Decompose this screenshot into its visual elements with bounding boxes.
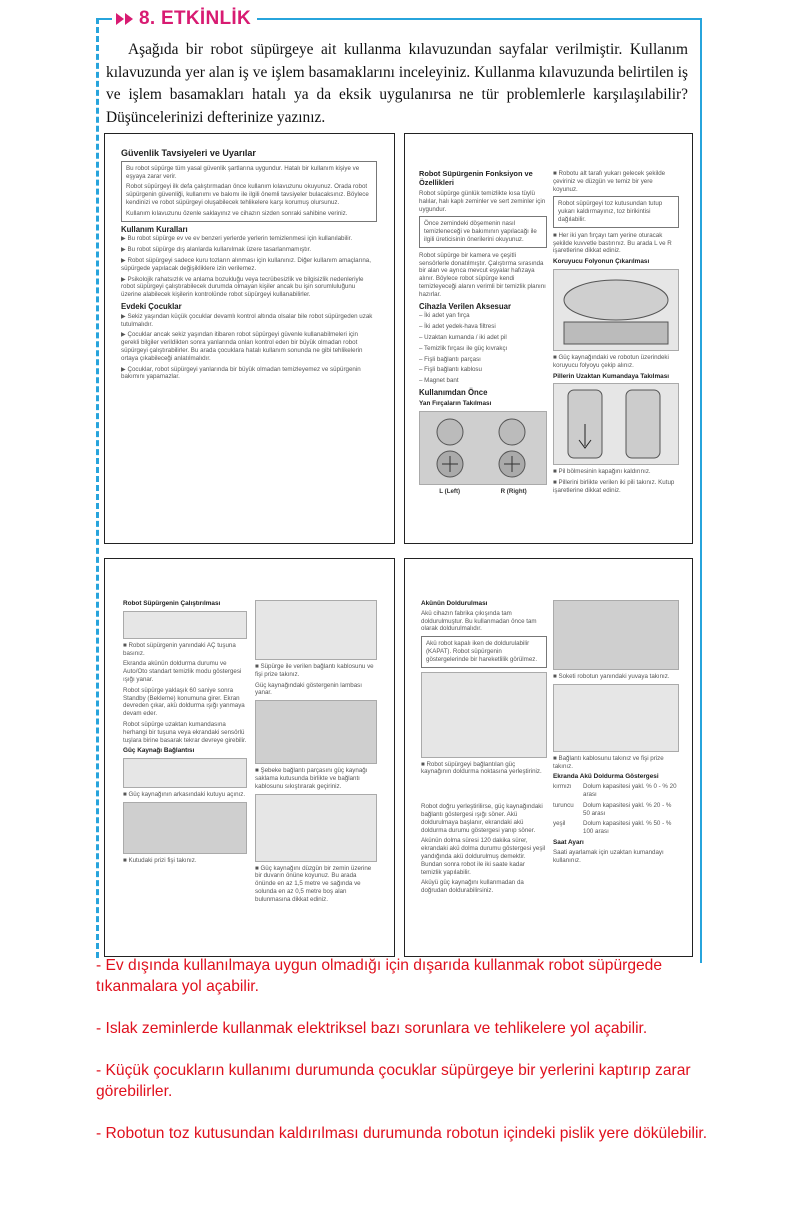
- power-supply-heading: Güç Kaynağı Bağlantısı: [123, 747, 195, 755]
- page3-text: Robot süpürge yaklaşık 60 saniye sonra Standby (Bekleme) konumuna girer. Ekran devreden çıkar, akü doldurma ışığı yanmaya devam eder.: [123, 686, 245, 718]
- page1-rule: ▶ Bu robot süpürge dış alanlarda kullanılmak üzere tasarlanmamıştır.: [121, 246, 312, 254]
- answer-item: - Küçük çocukların kullanımı durumunda çocuklar süpürgeye bir yerlerini kaptırıp zarar görebilirler.: [96, 1062, 691, 1100]
- answer-item: - Ev dışında kullanılmaya uygun olmadığı için dışarıda kullanmak robot süpürgede tıkanmalara yol açabilir.: [96, 957, 663, 995]
- manual-page-safety: [104, 133, 395, 544]
- power-box-figure: [123, 758, 247, 788]
- side-brush-illustration: [420, 412, 546, 484]
- cable-figure: [255, 600, 377, 660]
- page2-note-box: [419, 216, 547, 247]
- placement-figure: [255, 794, 377, 862]
- clock-heading: Saat Ayarı: [553, 838, 584, 846]
- page2-right-box: [553, 196, 679, 227]
- remote-heading: Pillerin Uzaktan Kumandaya Takılması: [553, 372, 670, 380]
- page2-left-column: [419, 170, 547, 495]
- double-arrow-icon: [116, 13, 133, 25]
- page1-box-text: Bu robot süpürge tüm yasal güvenlik şartlarına uygundur. Hatalı bir kullanım kişiye ve eşyaya zarar verir.: [126, 164, 360, 180]
- remote-battery-illustration: [554, 384, 678, 464]
- page3-right-text: ■ Güç kaynağını düzgün bir zemin üzerine bir duvarın önüne koyunuz. Bu arada önünde en az 1,5 metre ve sağında ve solunda en az 0,5 metre boş alan bulunmasına dikkat ediniz.: [255, 864, 372, 903]
- charge-color: turuncu: [553, 801, 574, 809]
- cable-plug-figure: [553, 684, 679, 752]
- answer-item: - Robotun toz kutusundan kaldırılması durumunda robotun içindeki pislik yere dökülebilir.: [96, 1125, 708, 1142]
- charge-desc: Dolum kapasitesi yakl. % 0 - % 20 arası: [583, 783, 677, 798]
- page3-left-column: [123, 597, 247, 868]
- page4-right-text: ■ Soketi robotun yanındaki yuvaya takınız.: [553, 673, 670, 680]
- power-button-figure: [123, 611, 247, 639]
- charge-table-row: [553, 820, 679, 836]
- page4-right-column: [553, 597, 679, 867]
- charge-color: kırmızı: [553, 783, 572, 791]
- page1-children-item: ▶ Çocuklar, robot süpürgeyi yanlarında bir büyük olmadan temizleyemez ve süpürgenin bakımını yapamazlar.: [121, 365, 361, 381]
- page1-content: [121, 150, 377, 384]
- page2-note-text: Önce zemindeki döşemenin nasıl temizleneceği ve bakımının yapılacağı ile ilgili üreticisinin önerilerini okuyunuz.: [424, 220, 537, 243]
- answers-block: [96, 955, 716, 1144]
- page4-spacer: [421, 779, 547, 803]
- page1-warning-box: [121, 161, 377, 222]
- page2-right-column: [553, 170, 679, 498]
- page4-text: ■ Robot süpürgeyi bağlantılan güç kaynağının doldurma noktasına yerleştiriniz.: [421, 760, 542, 776]
- docking-figure: [421, 672, 547, 758]
- brush-label-left: L (Left): [439, 487, 461, 495]
- foil-figure: [553, 269, 679, 351]
- page2-heading: Robot Süpürgenin Fonksiyon ve Özellikleri: [419, 169, 533, 187]
- frame-right-border: [700, 18, 702, 963]
- page3-heading: Robot Süpürgenin Çalıştırılması: [123, 600, 221, 607]
- page2-brushes-heading: Yan Fırçaların Takılması: [419, 399, 492, 407]
- page2-text: Robot süpürge bir kamera ve çeşitli sensörlerle donatılmıştır. Çalıştırma sırasında bir alan ve ayrıca mevcut eşyalar hafızaya alınır. Böylece robot süpürge kendi temizleyeceği alanın verimli bir temizlik planını hazırlar.: [419, 251, 546, 298]
- page3-text: ■ Güç kaynağının arkasındaki kutuyu açınız.: [123, 791, 246, 799]
- foil-heading: Koruyucu Folyonun Çıkarılması: [553, 258, 650, 266]
- accessory-item: – Temizlik fırçası ile güç kıvrakçı: [419, 344, 508, 352]
- activity-intro: Aşağıda bir robot süpürgeye ait kullanma kılavuzundan sayfalar verilmiştir. Kullanım kılavuzunda yer alan iş ve işlem basamaklarını inceleyiniz. Kullanma kılavuzunda belirtilen iş ve işlem basamakları hatalı ya da eksik uygulanırsa ne tür problemlerle karşılaşılabilir? Düşüncelerinizi defterinize yazınız.: [106, 41, 688, 127]
- charge-table-row: [553, 802, 679, 818]
- page3-text: ■ Kutudaki prizi fişi takınız.: [123, 856, 197, 864]
- remote-text: ■ Pillerini birlikte verilen iki pili takınız. Kutup işaretlerine dikkat ediniz.: [553, 479, 675, 494]
- page3-text: ■ Robot süpürgenin yanındaki AÇ tuşuna basınız.: [123, 641, 236, 657]
- answer-item: - Islak zeminlerde kullanmak elektriksel bazı sorunlara ve tehlikelere yol açabilir.: [96, 1020, 648, 1037]
- accessory-item: – Fişli bağlantı kablosu: [419, 366, 482, 374]
- page1-heading: Güvenlik Tavsiyeleri ve Uyarılar: [121, 148, 256, 158]
- page4-text: Akünün dolma süresi 120 dakika sürer, ekrandaki akü dolma durumu göstergesi yeşil yandığında akü doldurulmuş demektir. Bundan sonra robot ile iki saate kadar temizlik yapılabilir.: [421, 837, 546, 876]
- side-brush-figure: [419, 411, 547, 485]
- activity-title: 8. ETKİNLİK: [139, 8, 252, 29]
- page1-children-item: ▶ Sekiz yaşından küçük çocuklar devamlı kontrol altında olsalar bile robot süpürgeden uzak tutulmalıdır.: [121, 312, 373, 328]
- page4-text: Robot doğru yerleştirilirse, güç kaynağındaki bağlantı göstergesi ışığı söner. Akü doldurulmaya başlanır, ekrandaki akü doldurma durumu göstergesi yanıp söner.: [421, 803, 543, 834]
- charge-table-heading: Ekranda Akü Doldurma Göstergesi: [553, 773, 659, 781]
- manual-page-charging: [404, 558, 693, 957]
- activity-header: [112, 8, 257, 30]
- charge-color: yeşil: [553, 820, 566, 828]
- page1-box-text: Kullanım kılavuzunu özenle saklayınız ve cihazın sizden sonraki sahibine veriniz.: [126, 209, 348, 217]
- page4-heading: Akünün Doldurulması: [421, 600, 488, 607]
- robot-foil-illustration: [554, 270, 678, 350]
- page2-before-heading: Kullanımdan Önce: [419, 387, 488, 397]
- storage-box-figure: [255, 700, 377, 764]
- page3-right-text: Güç kaynağındaki göstergenin lambası yanar.: [255, 681, 362, 697]
- charge-table-row: [553, 783, 679, 799]
- page2-right-box-text: Robot süpürgeyi toz kutusundan tutup yukarı kaldırmayınız, toz birikintisi dağılabilir.: [558, 200, 663, 223]
- brush-label-right: R (Right): [500, 487, 527, 495]
- page1-children-heading: Evdeki Çocuklar: [121, 301, 182, 311]
- remote-figure: [553, 383, 679, 465]
- page4-text: Akü cihazın fabrika çıkışında tam doldurulmuştur. Bu kullanmadan önce tam olarak doldurulmalıdır.: [421, 609, 537, 633]
- page4-right-text: ■ Bağlantı kablosunu takınız ve fişi prize takınız.: [553, 754, 664, 770]
- page3-right-text: ■ Süpürge ile verilen bağlantı kablosunu ve fişi prize takınız.: [255, 663, 374, 678]
- accessory-item: – Magnet bant: [419, 377, 459, 385]
- manual-page-operation: [104, 558, 395, 957]
- manual-page-features: [404, 133, 693, 544]
- accessory-item: – İki adet yan fırça: [419, 312, 470, 320]
- charge-desc: Dolum kapasitesi yakl. % 20 - % 50 arası: [583, 801, 672, 817]
- page1-box-text: Robot süpürgeyi ilk defa çalıştırmadan önce kullanım kılavuzunu okuyunuz. Orada robot süpürgenin güvenliği, kullanımı ve bakımı ile ilgili önemli tavsiyeler bulacaksınız. Böylece kendinizi ve robot süpürgeyi oluşabilecek tehlikelere karşı korumuş olursunuz.: [126, 183, 369, 206]
- foil-text: ■ Güç kaynağındaki ve robotun üzerindeki koruyucu folyoyu çekip alınız.: [553, 353, 669, 369]
- clock-text: Saati ayarlamak için uzaktan kumandayı kullanınız.: [553, 848, 664, 864]
- page3-right-text: ■ Şebeke bağlantı parçasını güç kaynağı saklama kutusunda birlikte ve bağlantı kablosunu sıkıştırarak geçiriniz.: [255, 767, 368, 790]
- page3-text: Ekranda akünün doldurma durumu ve Auto/Oto standart temizlik modu göstergesi ışığı yanar.: [123, 660, 242, 683]
- page2-right-text: ■ Robotu alt tarafı yukarı gelecek şekilde çeviriniz ve düzgün ve temiz bir yere koyunuz.: [553, 170, 666, 193]
- page1-rule: ▶ Psikolojik rahatsızlık ve anlama bozukluğu veya tecrübesizlik ve bilgisizlik nedenleriyle robot süpürgeyi çalıştırabilecek durumda olmayan kişiler ancak bu işin sorumluluğunu üzerine alabilecek kişilerin kontrolünde robot süpürgeyi kullanabilirler.: [121, 275, 364, 299]
- page1-rules-heading: Kullanım Kuralları: [121, 224, 188, 234]
- page4-text: Aküyü güç kaynağını kullanmadan da doğrudan doldurabilirsiniz.: [421, 879, 524, 895]
- page1-rule: ▶ Bu robot süpürge ev ve ev benzeri yerlerde yerlerin temizlenmesi için kullanılabilir.: [121, 235, 353, 243]
- page2-accessories-heading: Cihazla Verilen Aksesuar: [419, 301, 512, 311]
- page4-left-column: [421, 597, 547, 898]
- page3-text: Robot süpürge uzaktan kumandasına herhangi bir tuşuna veya ekrandaki sensörlü tuşlara birine basarak tekrar devreye girebilir.: [123, 720, 247, 744]
- accessory-item: – Uzaktan kumanda / iki adet pil: [419, 333, 507, 341]
- robot-socket-figure: [553, 600, 679, 670]
- page2-right-text: ■ Her iki yan fırçayı tam yerine oturacak şekilde kuvvetle bastırınız. Bu arada L ve R işaretlerine dikkat ediniz.: [553, 231, 672, 255]
- page1-children-item: ▶ Çocuklar ancak sekiz yaşından itibaren robot süpürgeyi güvenle kullanabilmeleri için gerekli bilgiler verildikten sonra yanlarında onları kontrol eden bir büyük olmadan robot süpürgeyi çalıştırabilirler. Bu arada çocuklara hatalı kullanım sonunda ne gibi tehlikelerin ortaya çıkabileceği anlatılmalıdır.: [121, 331, 363, 362]
- page4-note-text: Akü robot kapalı iken de doldurulabilir (KAPAT). Robot süpürgenin göstergelerinde bir hareketlilik görülmez.: [426, 640, 538, 663]
- page3-right-column: [255, 597, 377, 907]
- plug-figure: [123, 802, 247, 854]
- accessory-item: – İki adet yedek-hava filtresi: [419, 323, 496, 331]
- remote-text: ■ Pil bölmesinin kapağını kaldırınız.: [553, 468, 651, 476]
- page1-rule: ▶ Robot süpürgeyi sadece kuru tozların alınması için kullanınız. Diğer kullanım amaçlarına, süpürgede yapılacak değişikliklere izin verilemez.: [121, 256, 371, 272]
- accessory-item: – Fişli bağlantı parçası: [419, 355, 481, 363]
- page2-text: Robot süpürge günlük temizlikte kısa tüylü halılar, halı kaplı zeminler ve sert zeminler için uygundur.: [419, 190, 546, 213]
- charge-table: [553, 783, 679, 836]
- brush-labels: [419, 488, 547, 496]
- charge-desc: Dolum kapasitesi yakl. % 50 - % 100 arası: [583, 820, 672, 836]
- page4-note-box: [421, 636, 547, 667]
- frame-left-border: [96, 18, 99, 958]
